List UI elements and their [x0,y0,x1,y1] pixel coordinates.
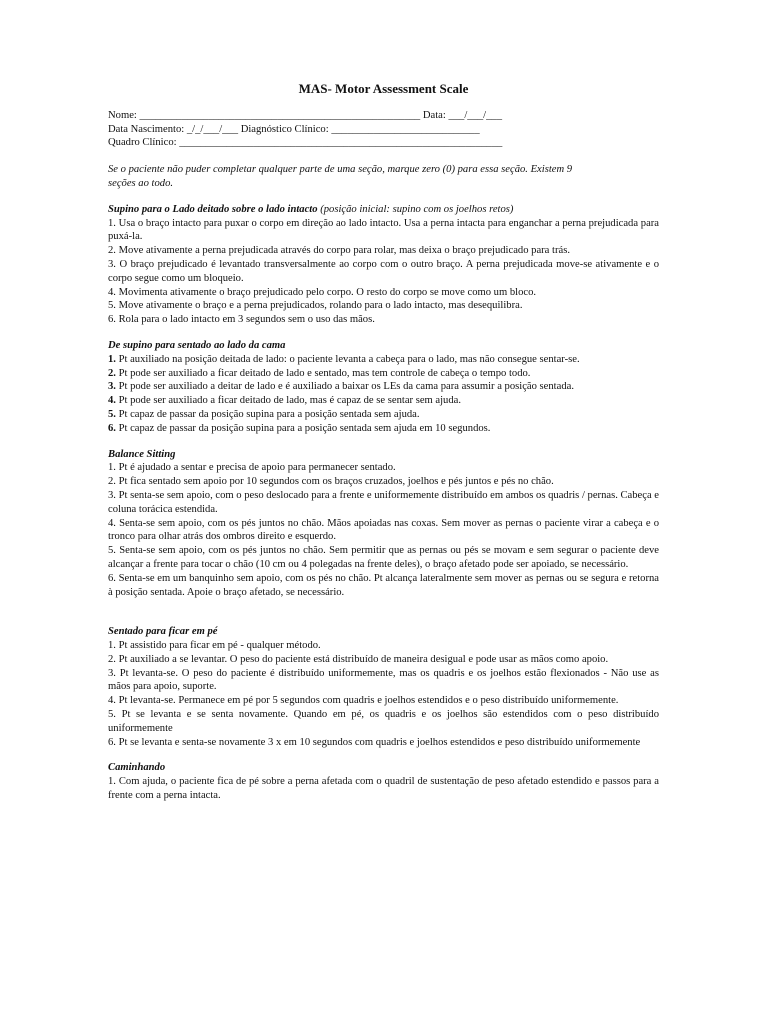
score-number: 2. [108,367,116,379]
score-description: Pt fica sentado sem apoio por 10 segundos com os braços cruzados, joelhos e pés juntos e pés no chão. [115,476,554,488]
section-title: Balance Sitting [108,448,176,460]
score-item [108,517,659,545]
score-number: 6. [108,314,116,326]
score-description: Move ativamente a perna prejudicada através do corpo para rolar, mas deixa o braço prejudicado para trás. [115,245,570,257]
score-number: 5. [108,545,116,557]
score-number: 1. [108,462,116,474]
score-number: 6. [108,736,116,748]
section [108,203,659,327]
score-item [108,694,659,708]
birthdate-diagnosis-line: Data Nascimento: _/_/___/___ Diagnóstico Clínico: ____________________________ [108,123,480,135]
section-title: De supino para sentado ao lado da cama [108,339,286,351]
score-description: Pt levanta-se. O peso do paciente é distribuído uniformemente, mas os quadris e os joelhos estão flexionados - Não use as mãos para apoio, suporte. [108,667,659,693]
document-title: MAS- Motor Assessment Scale [298,81,469,96]
score-item [108,313,659,327]
score-number: 1. [108,217,116,229]
score-item [108,544,659,572]
section [108,625,659,749]
score-number: 4. [108,517,116,529]
score-number: 1. [108,776,116,788]
score-item [108,367,659,381]
patient-header [108,109,659,150]
score-description: Senta-se sem apoio, com os pés juntos no chão. Mãos apoiadas nas coxas. Sem mover as pernas o paciente virar a cabeça e o tronco para olhar atrás dos ombros direito e esquerdo. [108,517,659,543]
score-number: 3. [108,381,116,393]
score-item [108,422,659,436]
section-heading [108,339,659,353]
score-item [108,639,659,653]
score-description: Com ajuda, o paciente fica de pé sobre a perna afetada com o quadril de sustentação de peso afetado estendido e passos para a frente com a perna intacta. [108,776,659,802]
score-number: 5. [108,408,116,420]
score-item [108,286,659,300]
score-number: 6. [108,572,116,584]
score-item [108,380,659,394]
score-description: O braço prejudicado é levantado transversalmente ao corpo com o outro braço. A perna prejudicada move-se ativamente e o corpo segue como um bloqueio. [108,258,659,284]
document-page [108,82,659,803]
score-item [108,475,659,489]
score-item [108,299,659,313]
score-item [108,461,659,475]
score-number: 6. [108,422,116,434]
score-number: 4. [108,286,116,298]
name-date-line: Nome: _____________________________________________________ Data: ___/___/___ [108,109,503,121]
score-number: 3. [108,667,116,679]
section [108,339,659,436]
score-description: Pt pode ser auxiliado a deitar de lado e é auxiliado a baixar os LEs da cama para assumir a posição sentada. [115,381,574,393]
section-title: Sentado para ficar em pé [108,626,218,638]
score-item [108,572,659,600]
score-item [108,244,659,258]
score-number: 2. [108,245,116,257]
score-item [108,408,659,422]
score-number: 3. [108,258,116,270]
score-item [108,667,659,695]
section-heading [108,625,659,639]
score-item [108,489,659,517]
section [108,761,659,802]
score-item [108,394,659,408]
score-description: Pt se levanta e senta-se novamente 3 x em 10 segundos com quadris e joelhos estendidos e peso distribuído uniformemente [115,736,641,748]
score-description: Pt pode ser auxiliado a ficar deitado de lado, mas é capaz de se sentar sem ajuda. [115,395,461,407]
section-heading [108,203,659,217]
score-description: Rola para o lado intacto em 3 segundos sem o uso das mãos. [115,314,375,326]
score-item [108,217,659,245]
score-item [108,653,659,667]
clinical-picture-line: Quadro Clínico: _____________________________________________________________ [108,137,503,149]
score-item [108,775,659,803]
score-description: Pt auxiliado a se levantar. O peso do paciente está distribuído de maneira desigual e pode usar as mãos como apoio. [115,653,609,665]
section-title: Caminhando [108,762,166,774]
sections-container [108,203,659,803]
score-number: 3. [108,489,116,501]
section-note: (posição inicial: supino com os joelhos retos) [317,203,514,215]
score-description: Pt se levanta e se senta novamente. Quando em pé, os quadris e os joelhos são estendidos com o peso distribuído uniformemente [108,709,659,734]
score-description: Pt pode ser auxiliado a ficar deitado de lado e sentado, mas tem controle de cabeça o tempo todo. [115,367,531,379]
section [108,448,659,600]
score-item [108,736,659,750]
score-number: 4. [108,695,116,707]
score-number: 4. [108,395,116,407]
score-item [108,708,659,736]
score-item [108,258,659,286]
section-heading [108,448,659,462]
score-number: 5. [108,709,116,721]
score-description: Pt assistido para ficar em pé - qualquer método. [115,640,321,652]
score-description: Pt capaz de passar da posição supina para a posição sentada sem ajuda. [115,408,420,420]
score-number: 1. [108,640,116,652]
score-number: 2. [108,653,116,665]
score-description: Pt senta-se sem apoio, com o peso deslocado para a frente e uniformemente distribuído em ambos os quadris / pernas. Cabeça e coluna torácica estendida. [108,489,660,515]
score-number: 5. [108,300,116,312]
score-description: Pt auxiliado na posição deitada de lado: o paciente levanta a cabeça para o lado, mas não consegue sentar-se. [115,353,580,365]
section-title: Supino para o Lado deitado sobre o lado intacto [108,203,318,215]
score-description: Pt capaz de passar da posição supina para a posição sentada sem ajuda em 10 segundos. [115,422,491,434]
score-description: Senta-se em um banquinho sem apoio, com os pés no chão. Pt alcança lateralmente sem mover as pernas ou se segura e retorna à posição sentada. Apoie o braço afetado, se necessário. [108,572,659,598]
score-description: Usa o braço intacto para puxar o corpo em direção ao lado intacto. Usa a perna intacta para enganchar a perna prejudicada para puxá-la. [108,217,659,243]
score-description: Pt é ajudado a sentar e precisa de apoio para permanecer sentado. [115,462,396,474]
score-description: Movimenta ativamente o braço prejudicado pelo corpo. O resto do corpo se move como um bloco. [115,286,537,298]
score-description: Move ativamente o braço e a perna prejudicados, rolando para o lado intacto, mas desequilibra. [115,300,523,312]
score-description: Pt levanta-se. Permanece em pé por 5 segundos com quadris e joelhos estendidos e o peso distribuído uniformemente. [115,695,619,707]
score-number: 2. [108,476,116,488]
instructions: Se o paciente não puder completar qualquer parte de uma seção, marque zero (0) para essa seção. Existem 9 seções ao todo. [108,164,573,189]
score-item [108,353,659,367]
score-description: Senta-se sem apoio, com os pés juntos no chão. Sem permitir que as pernas ou pés se movam e sem segurar o paciente deve alcançar a frente para tocar o chão (10 cm ou 4 polegadas na frente deles), o braço afetado pode ser apoiado, se necessário. [108,545,659,570]
score-number: 1. [108,353,116,365]
section-heading [108,761,659,775]
